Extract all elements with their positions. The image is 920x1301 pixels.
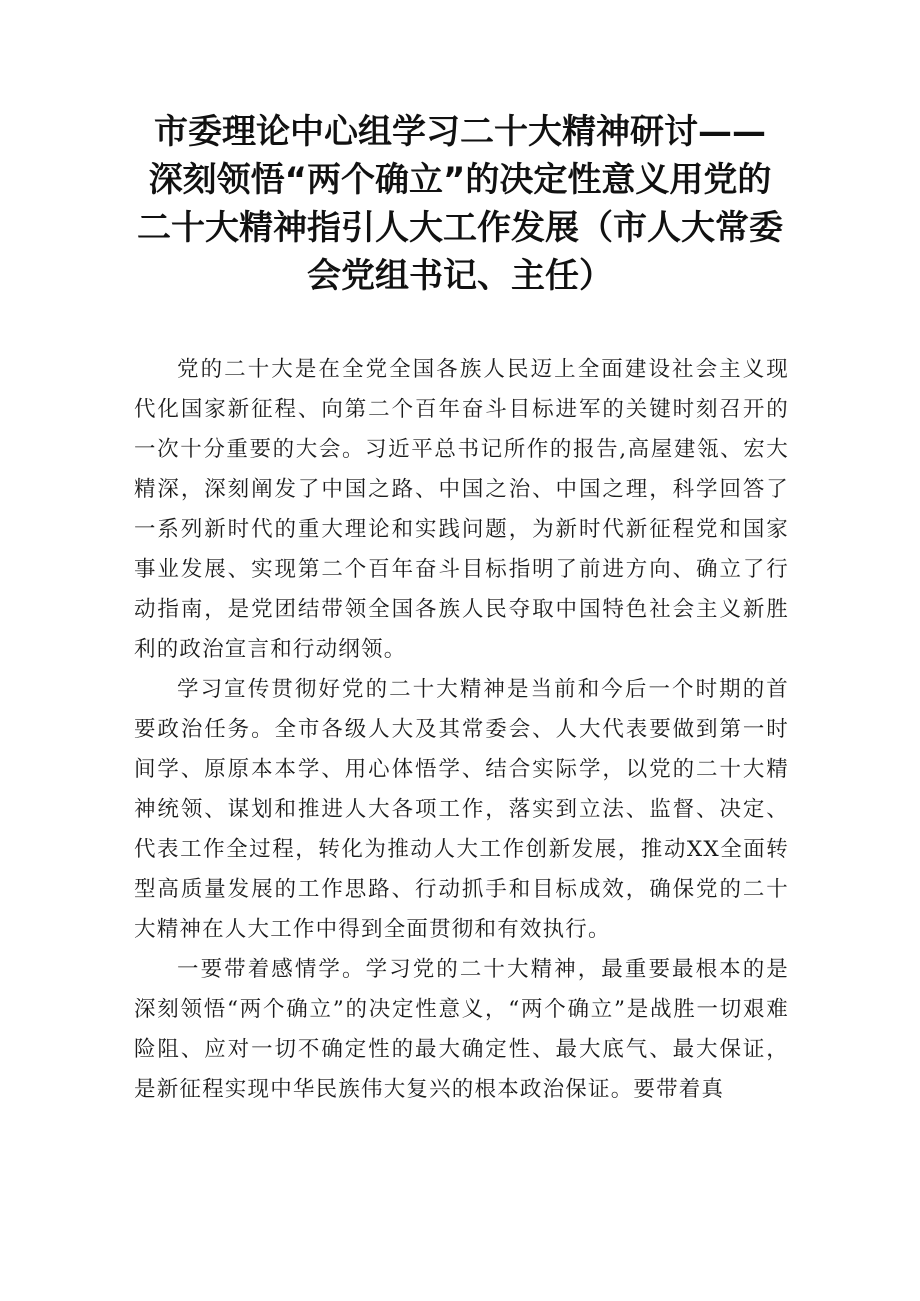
title-line-2: 深刻领悟“两个确立”的决定性意义用党的	[148, 160, 772, 200]
document-body	[134, 350, 789, 1110]
document-title	[130, 108, 790, 300]
title-line-4: 会党组书记、主任）	[307, 256, 613, 296]
paragraph-1: 党的二十大是在全党全国各族人民迈上全面建设社会主义现代化国家新征程、向第二个百年奋斗目标进军的关键时刻召开的一次十分重要的大会。习近平总书记所作的报告,高屋建瓴、宏大精深，深刻阐发了中国之路、中国之治、中国之理，科学回答了一系列新时代的重大理论和实践问题，为新时代新征程党和国家事业发展、实现第二个百年奋斗目标指明了前进方向、确立了行动指南，是党团结带领全国各族人民夺取中国特色社会主义新胜利的政治宣言和行动纲领。	[134, 357, 789, 662]
paragraph-3: 一要带着感情学。学习党的二十大精神，最重要最根本的是深刻领悟“两个确立”的决定性意义，“两个确立”是战胜一切艰难险阻、应对一切不确定性的最大确定性、最大底气、最大保证，是新征程实现中华民族伟大复兴的根本政治保证。要带着真	[134, 957, 789, 1102]
title-line-3: 二十大精神指引人大工作发展（市人大常委	[137, 208, 783, 248]
title-line-1: 市委理论中心组学习二十大精神研讨——	[154, 112, 766, 152]
paragraph-2: 学习宣传贯彻好党的二十大精神是当前和今后一个时期的首要政治任务。全市各级人大及其常委会、人大代表要做到第一时间学、原原本本学、用心体悟学、结合实际学，以党的二十大精神统领、谋划和推进人大各项工作，落实到立法、监督、决定、代表工作全过程，转化为推动人大工作创新发展，推动XX全面转型高质量发展的工作思路、行动抓手和目标成效，确保党的二十大精神在人大工作中得到全面贯彻和有效执行。	[134, 677, 789, 942]
